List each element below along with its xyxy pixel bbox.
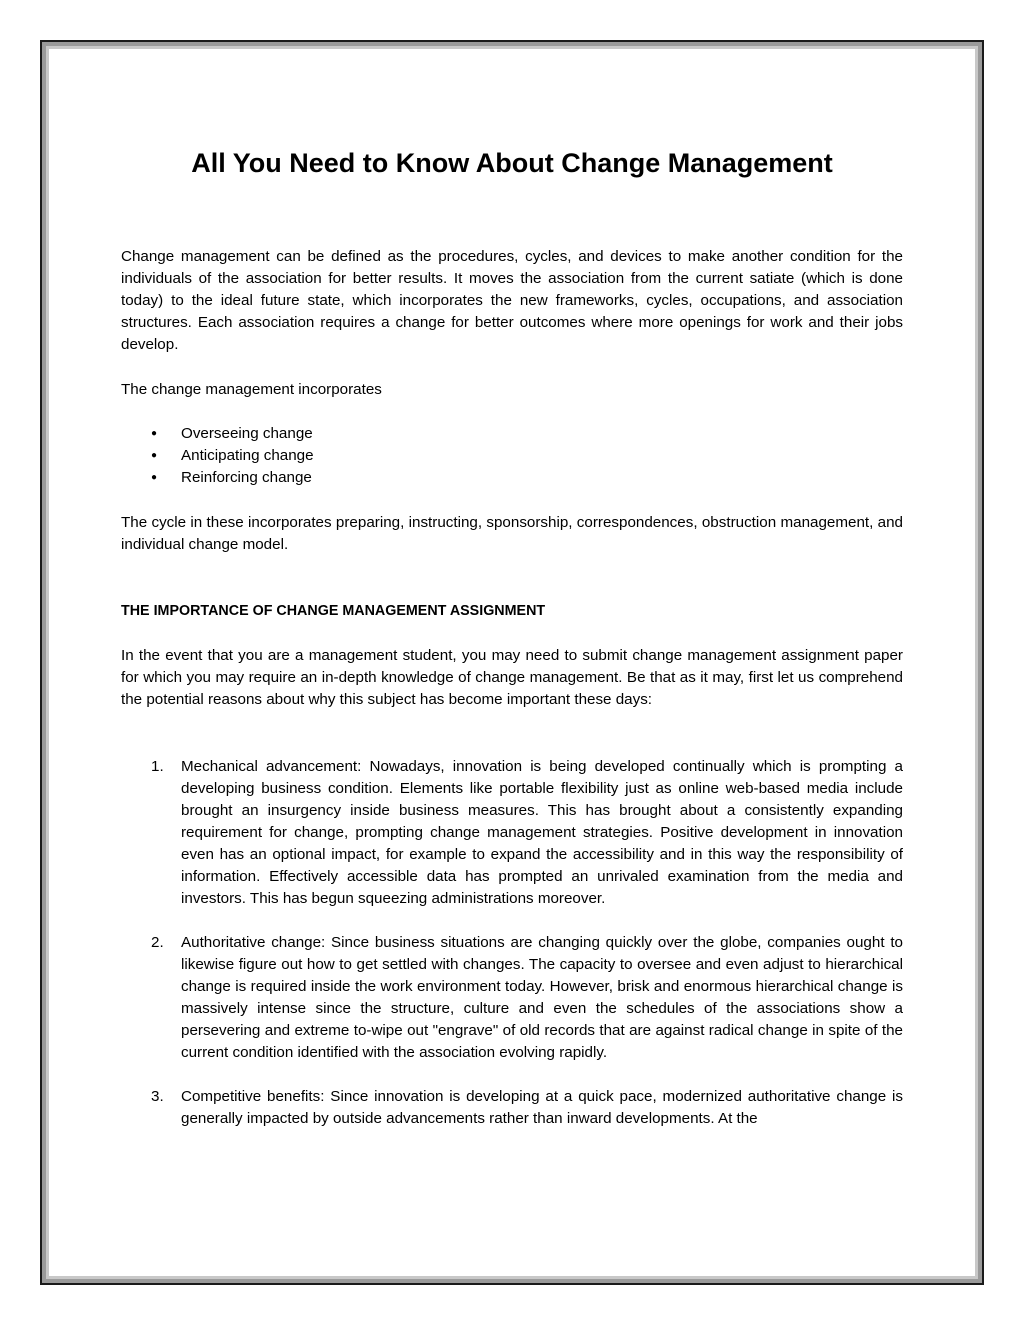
bullet-text: Overseeing change [181,425,313,442]
numbered-item [121,756,903,910]
item-number: 1. [151,758,164,775]
bullet-list [121,423,903,489]
item-text: Authoritative change: Since business situations are changing quickly over the globe, companies ought to likewise figure out how to get settled with changes. The capacity to oversee and even adjust to hierarchical change is required inside the work environment today. However, brisk and enormous hierarchical change is massively intense since the structure, culture and even the schedules of the associations show a persevering and extreme to-wipe out "engrave" of old records that are against radical change in spite of the current condition identified with the association evolving rapidly. [181,934,903,1061]
item-text: Competitive benefits: Since innovation is developing at a quick pace, modernized authoritative change is generally impacted by outside advancements rather than inward developments. At the [181,1088,903,1127]
item-text: Mechanical advancement: Nowadays, innovation is being developed continually which is prompting a developing business condition. Elements like portable flexibility just as online web-based media include brought an insurgency inside business measures. This has brought about a consistently expanding requirement for change, prompting change management strategies. Positive development in innovation even has an optional impact, for example to expand the accessibility and in this way the responsibility of information. Effectively accessible data has prompted an unrivaled examination from the media and investors. This has begun squeezing administrations moreover. [181,758,903,907]
bullet-icon: ● [151,450,158,461]
document-title: All You Need to Know About Change Management [191,148,833,178]
numbered-item [121,1086,903,1130]
numbered-list [121,756,903,1130]
intro-paragraph: Change management can be defined as the procedures, cycles, and devices to make another condition for the individuals of the association for better results. It moves the association from the current satiate (which is done today) to the ideal future state, which incorporates the new frameworks, cycles, occupations, and association structures. Each association requires a change for better outcomes where more openings for work and their jobs develop. [121,248,903,353]
list-item [121,467,903,489]
numbered-item [121,932,903,1064]
bullet-icon: ● [151,472,158,483]
item-number: 2. [151,934,164,951]
bullet-text: Anticipating change [181,447,314,464]
item-number: 3. [151,1088,164,1105]
section-heading: THE IMPORTANCE OF CHANGE MANAGEMENT ASSIGNMENT [121,603,546,619]
list-item [121,423,903,445]
cycle-paragraph: The cycle in these incorporates preparing, instructing, sponsorship, correspondences, obstruction management, and individual change model. [121,514,903,553]
bullet-text: Reinforcing change [181,469,312,486]
bullet-icon: ● [151,428,158,439]
incorporates-lead: The change management incorporates [121,381,382,398]
section-intro-paragraph: In the event that you are a management student, you may need to submit change management assignment paper for which you may require an in-depth knowledge of change management. Be that as it may, first let us comprehend the potential reasons about why this subject has become important these days: [121,647,903,708]
list-item [121,445,903,467]
